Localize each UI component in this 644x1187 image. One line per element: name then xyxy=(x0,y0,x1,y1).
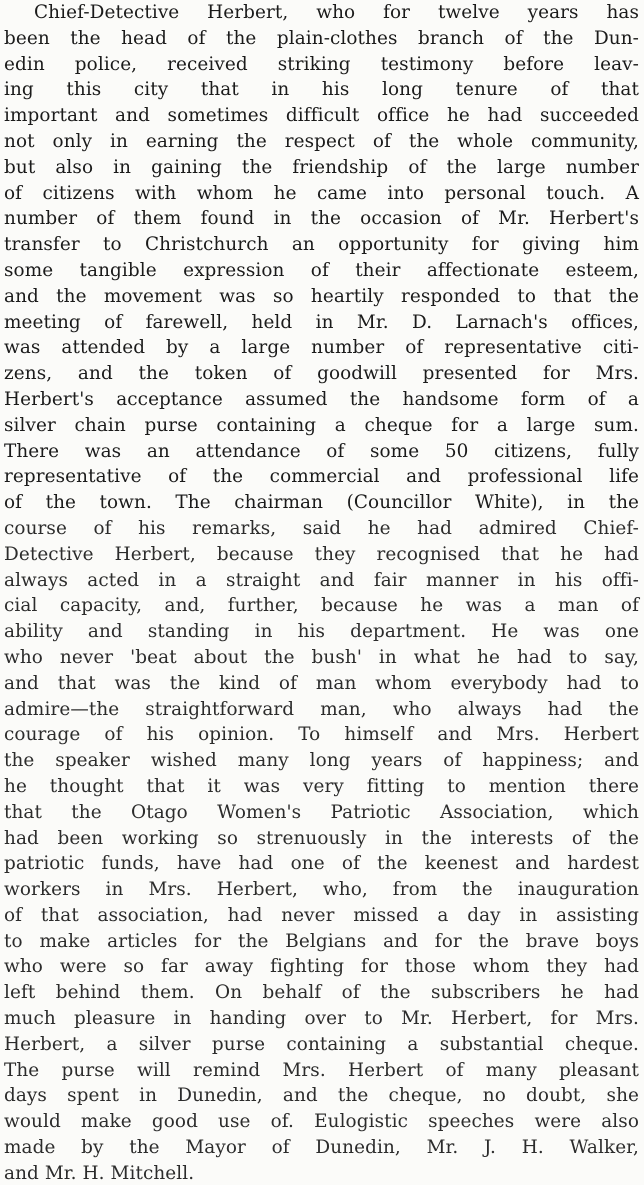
article-line: and Mr. H. Mitchell. xyxy=(4,1162,195,1184)
article-line: would make good use of. Eulogistic speeches were also xyxy=(4,1111,639,1133)
article-line: courage of his opinion. To himself and Mrs. Herbert xyxy=(4,724,639,746)
article-line: the speaker wished many long years of happiness; and xyxy=(4,750,639,772)
article-line: important and sometimes difficult office he had succeeded xyxy=(4,105,639,127)
article-line: ing this city that in his long tenure of that xyxy=(4,79,639,101)
article-line: cial capacity, and, further, because he was a man of xyxy=(4,595,639,617)
article-line: representative of the commercial and professional life xyxy=(4,466,639,488)
article-line: had been working so strenuously in the interests of the xyxy=(4,827,639,849)
article-line: days spent in Dunedin, and the cheque, no doubt, she xyxy=(4,1085,639,1107)
article-line: to make articles for the Belgians and for the brave boys xyxy=(4,930,639,952)
article-line: who were so far away fighting for those whom they had xyxy=(4,956,639,978)
article-line: Chief-Detective Herbert, who for twelve years has xyxy=(34,2,639,23)
article-line: was attended by a large number of representative citi- xyxy=(4,337,639,359)
article-line: Detective Herbert, because they recognised that he had xyxy=(4,543,639,565)
article-line: zens, and the token of goodwill presented for Mrs. xyxy=(4,363,639,385)
article-line: Herbert, a silver purse containing a substantial cheque. xyxy=(4,1033,639,1055)
article-line: been the head of the plain-clothes branch of the Dun- xyxy=(4,27,639,49)
article-line: patriotic funds, have had one of the keenest and hardest xyxy=(4,853,639,875)
article-line: made by the Mayor of Dunedin, Mr. J. H. Walker, xyxy=(4,1137,639,1159)
article-line: some tangible expression of their affectionate esteem, xyxy=(4,259,639,281)
article-line: transfer to Christchurch an opportunity for giving him xyxy=(4,234,639,256)
article-line: always acted in a straight and fair manner in his offi- xyxy=(4,569,639,591)
article-line: silver chain purse containing a cheque for a large sum. xyxy=(4,414,639,436)
article-line: who never 'beat about the bush' in what he had to say, xyxy=(4,646,639,668)
article-line: number of them found in the occasion of Mr. Herbert's xyxy=(4,208,639,230)
article-line: of the town. The chairman (Councillor White), in the xyxy=(4,492,639,514)
article-line: The purse will remind Mrs. Herbert of many pleasant xyxy=(4,1059,639,1081)
article-line: admire—the straightforward man, who always had the xyxy=(4,698,639,720)
article-line: and that was the kind of man whom everybody had to xyxy=(4,672,639,694)
article-body xyxy=(4,0,639,1187)
article-line: There was an attendance of some 50 citizens, fully xyxy=(4,440,639,462)
article-line: not only in earning the respect of the whole community, xyxy=(4,130,639,152)
article-line: edin police, received striking testimony before leav- xyxy=(4,53,639,75)
article-line: workers in Mrs. Herbert, who, from the inauguration xyxy=(4,879,639,901)
article-line: much pleasure in handing over to Mr. Herbert, for Mrs. xyxy=(4,1008,639,1030)
article-line: but also in gaining the friendship of the large number xyxy=(4,156,639,178)
article-line: of citizens with whom he came into personal touch. A xyxy=(4,182,639,204)
article-line: he thought that it was very fitting to mention there xyxy=(4,775,639,797)
article-line: that the Otago Women's Patriotic Association, which xyxy=(4,801,639,823)
article-line: Herbert's acceptance assumed the handsome form of a xyxy=(4,388,639,410)
article-line: course of his remarks, said he had admired Chief- xyxy=(4,517,639,539)
article-line: left behind them. On behalf of the subscribers he had xyxy=(4,982,639,1004)
article-line: ability and standing in his department. He was one xyxy=(4,621,639,643)
article-line: of that association, had never missed a day in assisting xyxy=(4,904,639,926)
article-line: meeting of farewell, held in Mr. D. Larnach's offices, xyxy=(4,311,639,333)
article-line: and the movement was so heartily responded to that the xyxy=(4,285,639,307)
